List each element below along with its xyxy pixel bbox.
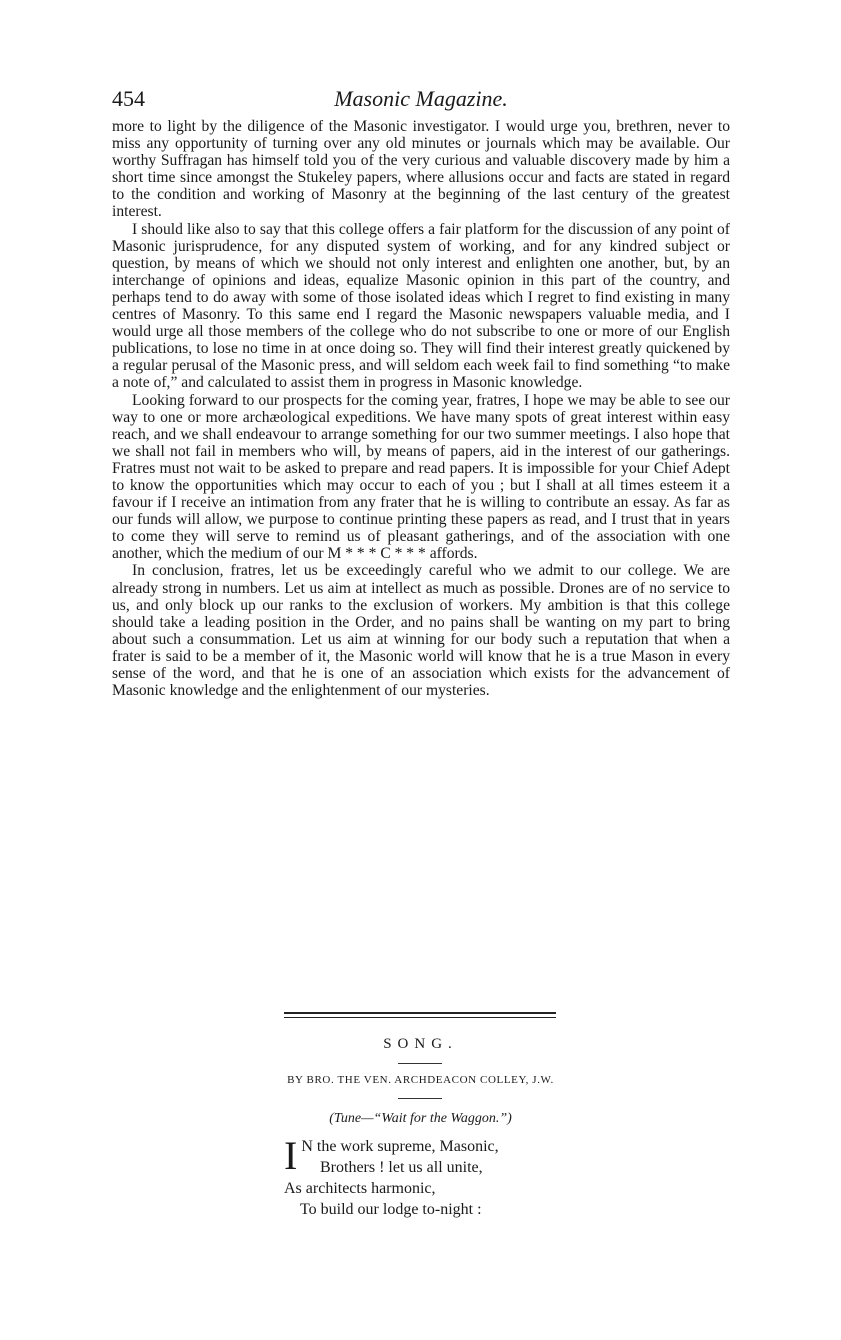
byline-rule bbox=[398, 1098, 442, 1099]
verse-line: N the work supreme, Masonic, bbox=[301, 1138, 499, 1155]
article-body bbox=[112, 118, 730, 699]
section-divider bbox=[284, 1012, 556, 1019]
page-number: 454 bbox=[112, 86, 145, 111]
verse-line: Brothers ! let us all unite, bbox=[320, 1159, 483, 1176]
paragraph-continued: more to light by the diligence of the Masonic investigator. I would urge you, brethren, never to miss any opportunity of turning over any old minutes or journals which may be available. Our worthy Suffragan has himself told you of the very curious and valuable discovery made by him a short time since amongst the Stukeley papers, where allusions occur and facts are stated in regard to the condition and working of Masonry at the beginning of the last century of the greatest interest. bbox=[112, 118, 730, 221]
paragraph-platform: I should like also to say that this college offers a fair platform for the discussion of any point of Masonic jurisprudence, for any disputed system of working, and for any kindred subject or question, by means of which we should not only interest and enlighten one another, but, by an interchange of opinions and ideas, equalize Masonic opinion in this part of the country, and perhaps tend to do away with some of those isolated ideas which I regret to find existing in many centres of Masonry. To this same end I regard the Masonic newspapers valuable media, and I would urge all those members of the college who do not subscribe to one or more of our English publications, to lose no time in at once doing so. They will find their interest greatly quickened by a regular perusal of the Masonic press, and will seldom each week fail to find something “to make a note of,” and calculated to assist them in progress in Masonic knowledge. bbox=[112, 220, 730, 392]
page-header bbox=[112, 86, 730, 120]
verse-line: To build our lodge to-night : bbox=[300, 1201, 482, 1218]
verse-line: As architects harmonic, bbox=[284, 1180, 436, 1197]
song-title: SONG. bbox=[383, 1036, 458, 1052]
title-rule bbox=[398, 1063, 442, 1064]
running-title: Masonic Magazine. bbox=[334, 86, 508, 111]
paragraph-conclusion: In conclusion, fratres, let us be exceedingly careful who we admit to our college. We are already strong in numbers. Let us aim at intellect as much as possible. Drones are of no service to us, and only block up our ranks to the exclusion of workers. My ambition is that this college should take a leading position in the Order, and no pains shall be wanting on my part to bring about such a consummation. Let us aim at winning for our body such a reputation that when a frater is said to be a member of it, the Masonic world will know that he is a true Mason in every sense of the word, and that he is one of an association which exists for the advancement of Masonic knowledge and the enlightenment of our mysteries. bbox=[112, 562, 730, 700]
song-tune: (Tune—“Wait for the Waggon.”) bbox=[329, 1111, 512, 1126]
song-byline: BY BRO. THE VEN. ARCHDEACON COLLEY, J.W. bbox=[287, 1074, 554, 1086]
song-verse bbox=[284, 1133, 614, 1220]
drop-cap: I bbox=[284, 1133, 298, 1178]
paragraph-prospects: Looking forward to our prospects for the coming year, fratres, I hope we may be able to see our way to one or more archæological expeditions. We have many spots of great interest within easy reach, and we shall endeavour to arrange something for our two summer meetings. I also hope that we shall not fail in members who will, by means of papers, aid in the interest of our gatherings. Fratres must not wait to be asked to prepare and read papers. It is impossible for your Chief Adept to know the opportunities which may occur to each of you ; but I shall at all times esteem it a favour if I receive an intimation from any frater that he is willing to contribute an essay. As far as our funds will allow, we purpose to continue printing these papers as read, and I trust that in years to come they will serve to remind us of pleasant gatherings, and of the association with one another, which the medium of our M * * * C * * * affords. bbox=[112, 391, 730, 563]
